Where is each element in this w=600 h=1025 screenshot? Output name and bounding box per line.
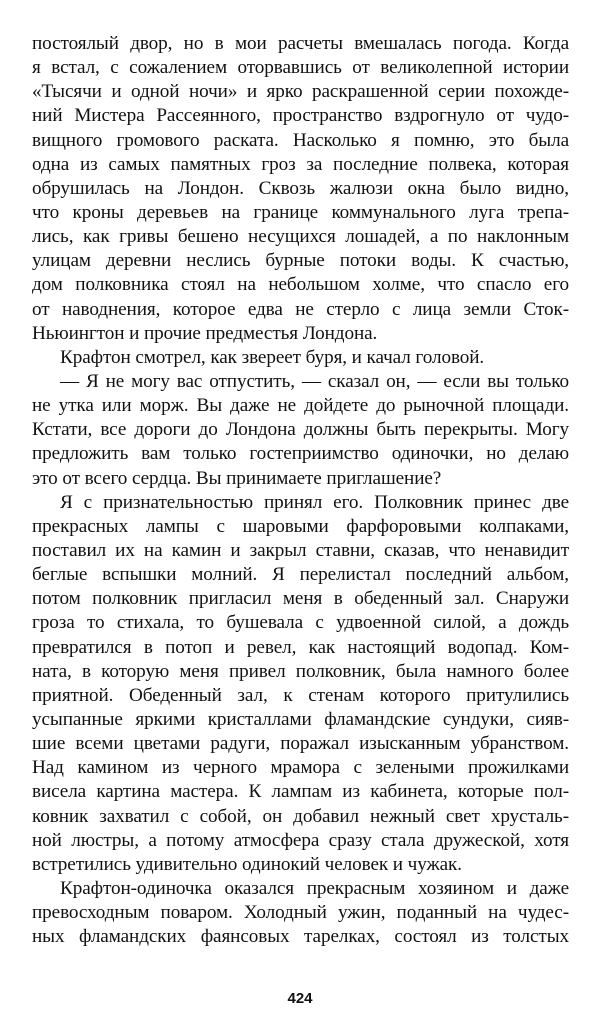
text-line: дом полковника стоял на небольшом холме, что спасло его [32,274,569,296]
text-line: ний Мистера Рассеянного, пространство вздрогнуло от чудо- [32,105,569,127]
text-line: встретились удивительно одинокий человек и чужак. [32,853,462,875]
text-line: усыпанные яркими кристаллами фламандские сундуки, сияв- [32,708,569,730]
text-line: ной люстры, а потому атмосфера сразу стала дружеской, хотя [32,829,569,851]
text-line: ната, в которую меня привел полковник, была намного более [32,660,569,682]
text-line: висела картина мастера. К лампам из кабинета, которые пол- [32,781,569,803]
text-line: Крафтон смотрел, как зверeет буря, и качал головой. [60,346,485,368]
text-line: поставил их на камин и закрыл ставни, сказав, что ненавидит [32,539,569,561]
text-line: предложить вам только гостеприимство одиночки, но делаю [32,443,569,465]
page-number: 424 [287,990,313,1007]
text-line: Над камином из черного мрамора с зелеными прожилками [32,757,569,779]
text-line: ных фламандских фаянсовых тарелках, состоял из толстых [32,926,569,948]
text-line: Я с признательностью принял его. Полковник принес две [60,491,569,513]
text-line: превосходным поваром. Холодный ужин, поданный на чудес- [32,902,569,924]
book-page-text [32,32,569,949]
text-line: это от всего сердца. Вы принимаете приглашение? [32,467,442,489]
text-line: от наводнения, которое едва не стерло с лица земли Сток- [32,298,569,320]
text-line: — Я не могу вас отпустить, — сказал он, — если вы только [60,370,569,392]
text-line: обрушилась на Лондон. Сквозь жалюзи окна было видно, [32,177,569,199]
text-line: ковник захватил с собой, он добавил нежный свет хрусталь- [32,805,569,827]
text-line: гроза то стихала, то бушевала с удвоенной силой, а дождь [32,612,569,634]
text-line: я встал, с сожалением оторвавшись от великолепной истории [32,57,569,79]
text-line: потом полковник пригласил меня в обеденный зал. Снаружи [32,588,569,610]
text-line: приятной. Обеденный зал, к стенам которого притулились [32,684,569,706]
text-line: беглые вспышки молний. Я перелистал последний альбом, [32,564,569,586]
text-line: превратился в потоп и ревел, как настоящий водопад. Ком- [32,636,569,658]
text-line: вищного громового раската. Насколько я помню, это была [32,129,569,151]
text-line: что кроны деревьев на границе коммунального луга трепа- [32,201,569,223]
text-line: не утка или морж. Вы даже не дойдете до рыночной площади. [32,395,569,417]
text-line: лись, как гривы бешено несущихся лошадей, а по наклонным [32,226,569,248]
text-line: шие всеми цветами радуги, поражал изысканным убранством. [32,733,569,755]
text-line: постоялый двор, но в мои расчеты вмешалась погода. Когда [32,33,569,54]
text-line: Ньюингтон и прочие предместья Лондона. [32,322,378,344]
text-line: улицам деревни неслись бурные потоки воды. К счастью, [32,250,569,272]
text-line: прекрасных лампы с шаровыми фарфоровыми колпаками, [32,515,569,537]
text-line: Кстати, все дороги до Лондона должны быть перекрыты. Могу [32,419,569,441]
text-line: Крафтон-одиночка оказался прекрасным хозяином и даже [60,877,569,899]
text-line: одна из самых памятных гроз за последние полвека, которая [32,153,569,175]
text-line: «Тысячи и одной ночи» и ярко раскрашенной серии похожде- [32,81,569,103]
